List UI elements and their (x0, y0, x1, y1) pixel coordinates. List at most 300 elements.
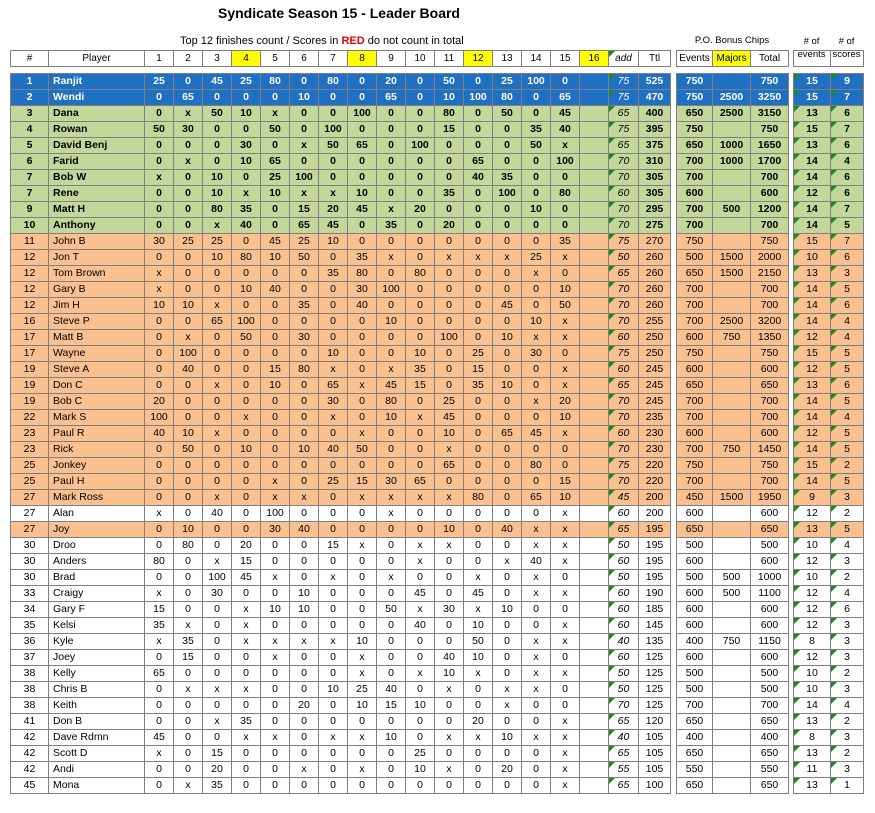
score-cell: 10 (435, 90, 464, 106)
counts-row (794, 74, 864, 90)
bonus-majors-cell (713, 762, 751, 778)
score-cell (580, 650, 609, 666)
score-cell: 0 (522, 762, 551, 778)
score-cell: x (319, 570, 348, 586)
score-cell: 0 (261, 426, 290, 442)
player-name-cell: Andi (49, 762, 145, 778)
score-cell: 100 (522, 74, 551, 90)
score-cell (580, 778, 609, 794)
events-count-cell: 12 (794, 602, 831, 618)
score-cell: 25 (145, 74, 174, 90)
bonus-total-cell: 1100 (751, 586, 789, 602)
score-cell: 0 (406, 218, 435, 234)
score-cell: 0 (261, 442, 290, 458)
bonus-majors-cell (713, 298, 751, 314)
counts-row (794, 634, 864, 650)
score-cell: 0 (464, 762, 493, 778)
score-cell: 0 (319, 618, 348, 634)
score-cell: 0 (522, 234, 551, 250)
score-cell: x (261, 634, 290, 650)
score-cell: 0 (174, 218, 203, 234)
score-cell: x (435, 490, 464, 506)
event-header-13: 13 (493, 51, 522, 67)
events-count-cell: 14 (794, 218, 831, 234)
score-cell (580, 314, 609, 330)
score-cell (580, 602, 609, 618)
score-cell: x (290, 490, 319, 506)
score-cell: 30 (203, 586, 232, 602)
score-cell: 45 (464, 586, 493, 602)
score-cell: 0 (464, 138, 493, 154)
player-name-cell: Jonkey (49, 458, 145, 474)
score-cell: 10 (203, 186, 232, 202)
score-cell: 10 (551, 282, 580, 298)
score-cell: 0 (522, 378, 551, 394)
counts-row (794, 330, 864, 346)
score-cell: 100 (232, 314, 261, 330)
events-count-cell: 13 (794, 266, 831, 282)
table-row (11, 650, 671, 666)
score-cell: 30 (435, 602, 464, 618)
score-cell: x (522, 650, 551, 666)
score-cell: 0 (348, 458, 377, 474)
score-cell: 0 (203, 362, 232, 378)
score-cell: 20 (145, 394, 174, 410)
event-header-4: 4 (232, 51, 261, 67)
score-cell: 0 (493, 474, 522, 490)
score-cell: 0 (319, 602, 348, 618)
table-row (11, 442, 671, 458)
score-cell (580, 714, 609, 730)
score-cell: 0 (377, 522, 406, 538)
bonus-header-events: Events (677, 51, 713, 67)
score-cell: 0 (145, 362, 174, 378)
table-row (11, 426, 671, 442)
score-cell: 80 (551, 186, 580, 202)
scores-count-cell: 7 (831, 90, 864, 106)
bonus-majors-cell (713, 682, 751, 698)
score-cell: 0 (348, 618, 377, 634)
score-cell: 0 (406, 650, 435, 666)
bonus-events-cell: 400 (677, 730, 713, 746)
rank-cell: 38 (11, 698, 49, 714)
score-cell: x (145, 282, 174, 298)
events-count-cell: 14 (794, 474, 831, 490)
counts-row (794, 602, 864, 618)
total-cell: 310 (639, 154, 671, 170)
bonus-total-cell: 650 (751, 522, 789, 538)
add-cell: 55 (609, 762, 639, 778)
score-cell: 0 (406, 186, 435, 202)
score-cell: x (522, 730, 551, 746)
events-count-cell: 13 (794, 106, 831, 122)
bonus-majors-cell (713, 410, 751, 426)
table-row (11, 714, 671, 730)
bonus-total-cell: 650 (751, 746, 789, 762)
bonus-events-cell: 700 (677, 218, 713, 234)
score-cell: 0 (551, 570, 580, 586)
score-cell: 45 (522, 426, 551, 442)
score-cell: 0 (145, 90, 174, 106)
score-cell: 0 (377, 426, 406, 442)
score-cell: 50 (493, 106, 522, 122)
score-cell (580, 762, 609, 778)
events-count-cell: 12 (794, 330, 831, 346)
score-cell: 0 (406, 682, 435, 698)
score-cell: 0 (232, 522, 261, 538)
score-cell: 100 (145, 410, 174, 426)
score-cell: 45 (551, 106, 580, 122)
score-cell: x (551, 586, 580, 602)
score-cell: x (145, 266, 174, 282)
score-cell: 0 (551, 650, 580, 666)
score-cell: 0 (406, 394, 435, 410)
counts-row (794, 378, 864, 394)
table-row (11, 618, 671, 634)
score-cell: 0 (406, 522, 435, 538)
bonus-total-cell: 600 (751, 362, 789, 378)
score-cell: 40 (406, 618, 435, 634)
bonus-events-cell: 650 (677, 522, 713, 538)
scores-count-cell: 6 (831, 378, 864, 394)
table-row (11, 314, 671, 330)
bonus-total-cell: 750 (751, 74, 789, 90)
score-cell: 0 (319, 490, 348, 506)
bonus-row (677, 90, 789, 106)
bonus-events-cell: 450 (677, 490, 713, 506)
rank-cell: 19 (11, 362, 49, 378)
counts-row (794, 362, 864, 378)
score-cell: 10 (174, 298, 203, 314)
table-row (11, 394, 671, 410)
score-cell: 0 (348, 346, 377, 362)
score-cell: 15 (174, 650, 203, 666)
score-cell: 0 (435, 506, 464, 522)
counts-row (794, 682, 864, 698)
score-cell: 65 (145, 666, 174, 682)
score-cell: x (406, 410, 435, 426)
events-count-cell: 12 (794, 618, 831, 634)
score-cell: 0 (145, 762, 174, 778)
total-cell: 190 (639, 586, 671, 602)
bonus-total-cell: 650 (751, 778, 789, 794)
total-cell: 260 (639, 250, 671, 266)
events-count-cell: 14 (794, 282, 831, 298)
score-cell (580, 90, 609, 106)
score-cell (580, 506, 609, 522)
table-row (11, 234, 671, 250)
player-name-cell: Mona (49, 778, 145, 794)
scores-count-cell: 5 (831, 474, 864, 490)
counts-row (794, 138, 864, 154)
score-cell: 30 (145, 234, 174, 250)
score-cell: 0 (203, 346, 232, 362)
score-cell: x (522, 634, 551, 650)
score-cell: 40 (348, 298, 377, 314)
add-cell: 50 (609, 538, 639, 554)
score-cell: 100 (464, 90, 493, 106)
score-cell (580, 682, 609, 698)
score-cell: x (377, 490, 406, 506)
rank-cell: 27 (11, 522, 49, 538)
bonus-events-cell: 600 (677, 506, 713, 522)
score-cell: 0 (203, 394, 232, 410)
score-cell: x (551, 778, 580, 794)
score-cell: 0 (174, 170, 203, 186)
score-cell: 0 (174, 394, 203, 410)
score-cell: 80 (261, 74, 290, 90)
score-cell: 0 (232, 90, 261, 106)
bonus-events-cell: 600 (677, 426, 713, 442)
score-cell: 15 (551, 474, 580, 490)
score-cell: x (493, 698, 522, 714)
score-cell: x (232, 410, 261, 426)
note-suffix: do not count in total (364, 35, 464, 47)
score-cell: 35 (232, 714, 261, 730)
table-row (11, 602, 671, 618)
events-count-cell: 13 (794, 746, 831, 762)
spacer-row (11, 67, 671, 74)
score-cell: 10 (348, 634, 377, 650)
spacer-cell (794, 67, 831, 74)
score-cell: 0 (406, 426, 435, 442)
score-cell: 0 (348, 586, 377, 602)
bonus-row (677, 730, 789, 746)
score-cell: 0 (319, 506, 348, 522)
header-row (11, 51, 671, 67)
total-cell: 105 (639, 746, 671, 762)
score-cell: 0 (377, 746, 406, 762)
score-cell (580, 138, 609, 154)
score-cell: 0 (348, 170, 377, 186)
events-count-cell: 10 (794, 682, 831, 698)
score-cell: 0 (522, 298, 551, 314)
bonus-majors-cell (713, 394, 751, 410)
scores-count-cell: 6 (831, 106, 864, 122)
bonus-events-cell: 600 (677, 602, 713, 618)
score-cell: x (551, 378, 580, 394)
score-cell: 10 (406, 698, 435, 714)
score-cell: 10 (551, 410, 580, 426)
total-cell: 230 (639, 426, 671, 442)
score-cell: 100 (551, 154, 580, 170)
bonus-events-cell: 600 (677, 362, 713, 378)
bonus-row (677, 346, 789, 362)
score-cell: 15 (435, 122, 464, 138)
score-cell: 10 (203, 170, 232, 186)
total-cell: 185 (639, 602, 671, 618)
score-cell: 0 (232, 378, 261, 394)
total-cell: 395 (639, 122, 671, 138)
score-cell (580, 298, 609, 314)
events-count-cell: 15 (794, 74, 831, 90)
score-cell: x (464, 666, 493, 682)
score-cell: 0 (464, 202, 493, 218)
bonus-row (677, 698, 789, 714)
score-cell: x (203, 682, 232, 698)
bonus-events-cell: 650 (677, 138, 713, 154)
score-cell: 45 (348, 202, 377, 218)
score-cell: x (290, 634, 319, 650)
score-cell: 100 (261, 506, 290, 522)
score-cell: 50 (203, 106, 232, 122)
score-cell: x (319, 410, 348, 426)
score-cell: 50 (464, 634, 493, 650)
score-cell: 0 (174, 490, 203, 506)
counts-row (794, 426, 864, 442)
bonus-total-cell: 1450 (751, 442, 789, 458)
events-count-cell: 14 (794, 298, 831, 314)
bonus-events-cell: 500 (677, 250, 713, 266)
bonus-total-cell: 600 (751, 186, 789, 202)
score-cell: 0 (435, 202, 464, 218)
score-cell: 0 (348, 234, 377, 250)
score-cell: 80 (319, 74, 348, 90)
bonus-total-cell: 1200 (751, 202, 789, 218)
score-cell: 0 (290, 106, 319, 122)
spacer-row (794, 67, 864, 74)
score-cell: x (319, 186, 348, 202)
score-cell: 0 (522, 282, 551, 298)
score-cell: 0 (261, 346, 290, 362)
score-cell: 0 (145, 138, 174, 154)
leaderboard-table (10, 50, 671, 794)
table-row (11, 90, 671, 106)
score-cell: 80 (348, 266, 377, 282)
score-cell: 0 (435, 714, 464, 730)
score-cell: 0 (203, 522, 232, 538)
score-cell: 80 (377, 394, 406, 410)
score-cell: 0 (145, 714, 174, 730)
score-cell: x (435, 250, 464, 266)
spacer-cell (522, 67, 551, 74)
add-cell: 60 (609, 602, 639, 618)
score-cell: x (493, 250, 522, 266)
bonus-header-majors: Majors (713, 51, 751, 67)
score-cell: 50 (319, 138, 348, 154)
events-count-header-cell (794, 51, 831, 67)
score-cell: 65 (522, 490, 551, 506)
score-cell: 0 (232, 474, 261, 490)
counts-row (794, 234, 864, 250)
score-cell: 0 (522, 602, 551, 618)
score-cell: 0 (174, 250, 203, 266)
score-cell: x (406, 554, 435, 570)
bonus-row (677, 362, 789, 378)
score-cell: 65 (261, 154, 290, 170)
score-cell: 35 (377, 218, 406, 234)
score-cell: 0 (435, 554, 464, 570)
rank-cell: 22 (11, 410, 49, 426)
counts-row (794, 202, 864, 218)
score-cell: x (551, 362, 580, 378)
counts-row (794, 698, 864, 714)
bonus-events-cell: 600 (677, 650, 713, 666)
score-cell: 65 (203, 314, 232, 330)
rank-cell: 23 (11, 442, 49, 458)
score-cell: 0 (435, 586, 464, 602)
rank-cell: 30 (11, 538, 49, 554)
score-cell: 0 (464, 298, 493, 314)
score-cell: 0 (319, 106, 348, 122)
score-cell: 0 (232, 458, 261, 474)
score-cell: 10 (319, 234, 348, 250)
score-cell (580, 346, 609, 362)
score-cell: 45 (319, 218, 348, 234)
bonus-total-cell: 1350 (751, 330, 789, 346)
score-cell: 10 (464, 650, 493, 666)
rank-cell: 23 (11, 426, 49, 442)
scores-count-cell: 2 (831, 714, 864, 730)
note-prefix: Top 12 finishes count / Scores in (180, 35, 342, 47)
score-cell: 20 (377, 74, 406, 90)
score-cell: x (145, 170, 174, 186)
bonus-row (677, 778, 789, 794)
bonus-total-cell: 700 (751, 410, 789, 426)
player-name-cell: Gary F (49, 602, 145, 618)
score-cell: 0 (174, 266, 203, 282)
player-name-cell: Bob W (49, 170, 145, 186)
score-cell: 0 (377, 170, 406, 186)
score-cell: 25 (406, 746, 435, 762)
score-cell: 0 (522, 186, 551, 202)
bonus-row (677, 202, 789, 218)
scores-count-cell: 6 (831, 298, 864, 314)
score-cell: 0 (348, 714, 377, 730)
rank-cell: 11 (11, 234, 49, 250)
score-cell: 100 (406, 138, 435, 154)
score-cell: 10 (435, 666, 464, 682)
bonus-header-row (677, 51, 789, 67)
table-row (11, 474, 671, 490)
score-cell: 0 (406, 90, 435, 106)
score-cell: 10 (406, 762, 435, 778)
scores-count-cell: 4 (831, 586, 864, 602)
events-count-cell: 12 (794, 506, 831, 522)
player-name-cell: Mark Ross (49, 490, 145, 506)
score-cell: x (551, 714, 580, 730)
player-name-cell: Matt B (49, 330, 145, 346)
score-cell: x (174, 106, 203, 122)
score-cell: 0 (290, 506, 319, 522)
rank-cell: 25 (11, 474, 49, 490)
score-cell: 0 (145, 106, 174, 122)
score-cell: 35 (319, 266, 348, 282)
score-cell: 0 (348, 330, 377, 346)
bonus-row (677, 714, 789, 730)
total-cell: 105 (639, 762, 671, 778)
score-cell: 80 (174, 538, 203, 554)
score-cell: 0 (174, 602, 203, 618)
total-cell: 145 (639, 618, 671, 634)
score-cell (580, 266, 609, 282)
table-row (11, 762, 671, 778)
score-cell: 25 (290, 234, 319, 250)
score-cell: 0 (145, 778, 174, 794)
bonus-events-cell: 650 (677, 714, 713, 730)
score-cell: x (377, 202, 406, 218)
score-cell: 0 (145, 570, 174, 586)
bonus-majors-cell (713, 714, 751, 730)
counts-row (794, 394, 864, 410)
score-cell: x (261, 106, 290, 122)
score-cell: 40 (464, 170, 493, 186)
score-cell: 0 (464, 538, 493, 554)
score-cell: 0 (290, 682, 319, 698)
score-cell: x (551, 666, 580, 682)
score-cell: 0 (435, 378, 464, 394)
score-cell: 40 (232, 218, 261, 234)
